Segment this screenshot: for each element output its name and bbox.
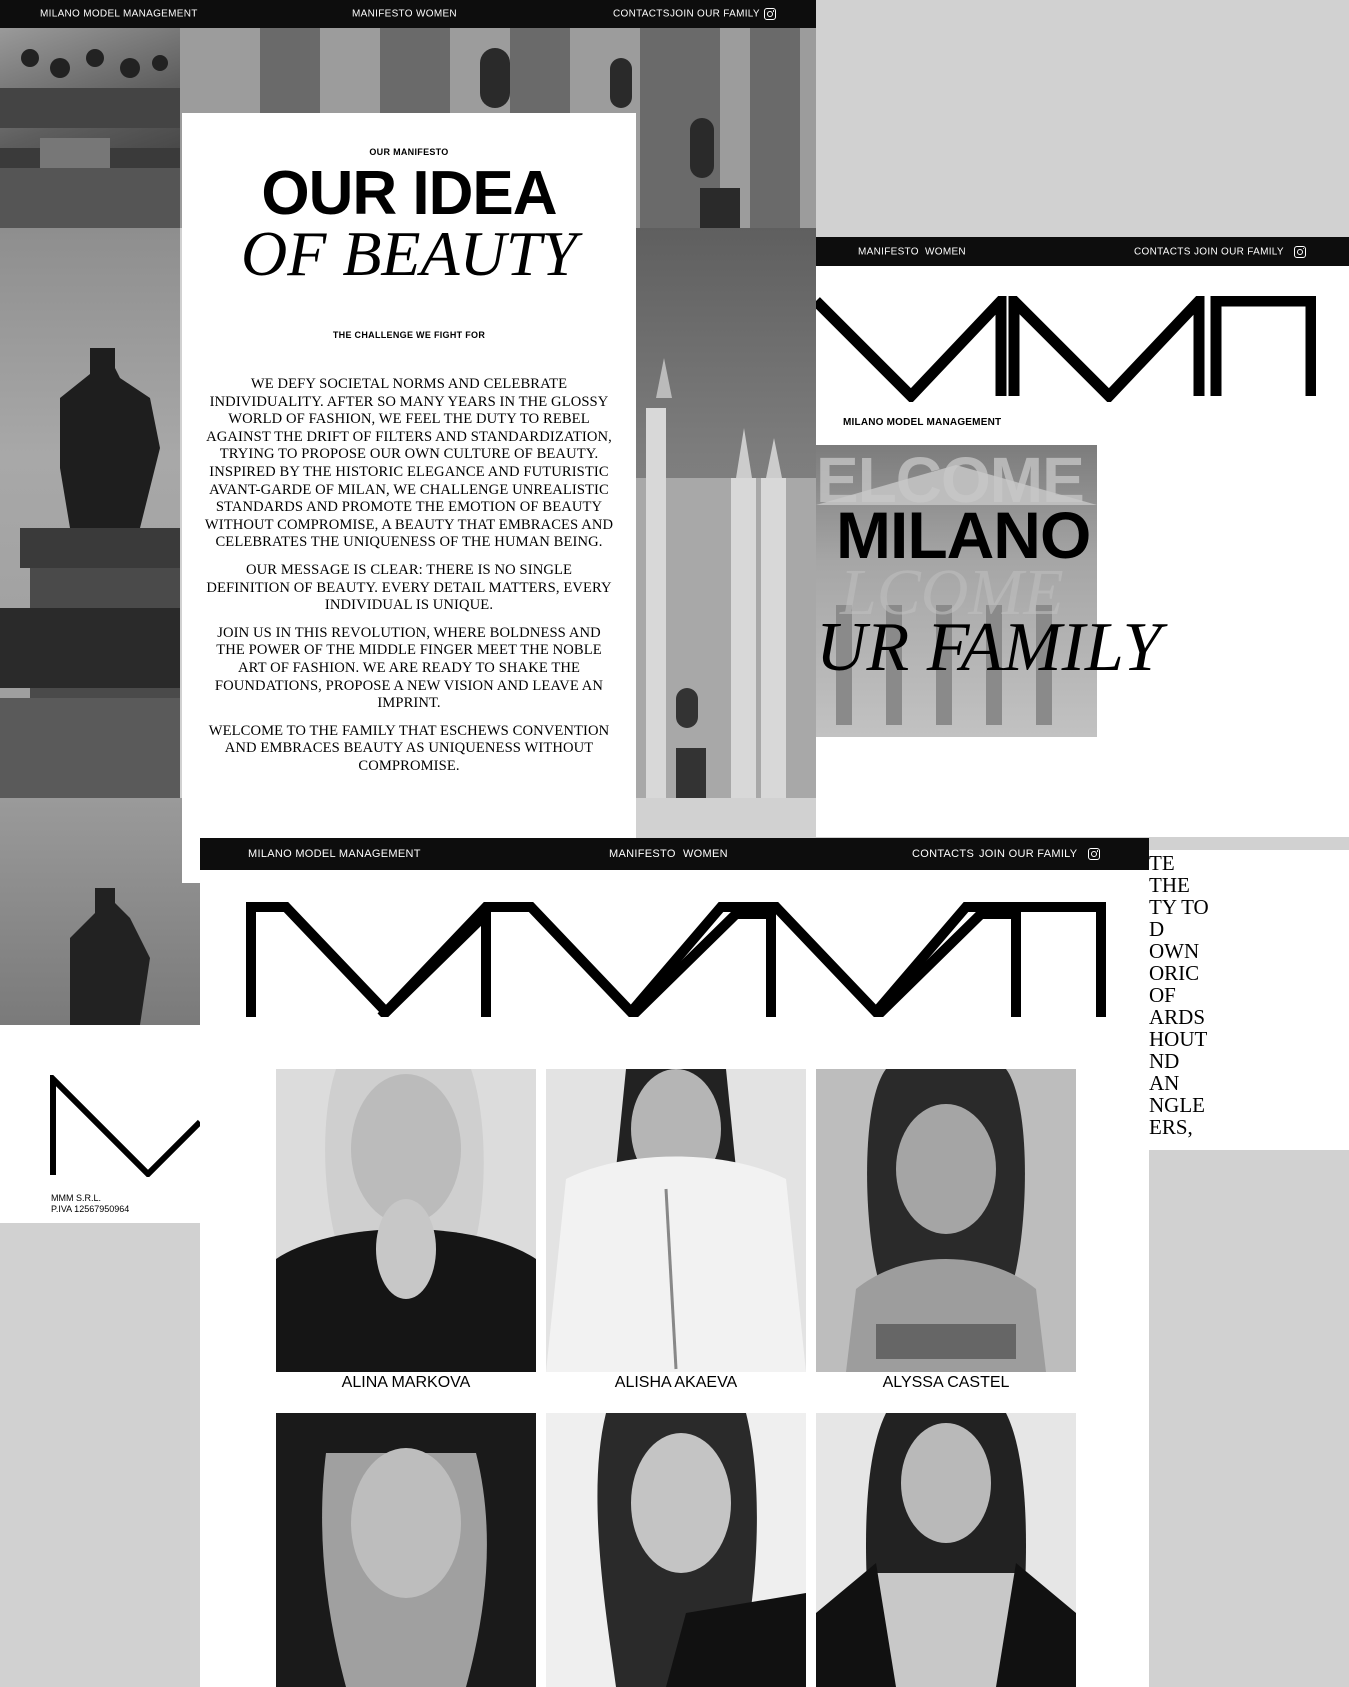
peek-line: TY TO	[1149, 895, 1209, 919]
manifesto-subtitle: THE CHALLENGE WE FIGHT FOR	[332, 330, 486, 340]
mmm-logo-large	[816, 296, 1316, 402]
model-photo[interactable]	[276, 1069, 536, 1372]
model-name[interactable]: ALINA MARKOVA	[341, 1374, 471, 1391]
horse-statue-photo	[0, 228, 180, 798]
peek-line: OWN	[1149, 939, 1200, 963]
mmm-logo-footer	[50, 1075, 200, 1177]
nav-contacts-link[interactable]: CONTACTS	[1134, 246, 1191, 257]
model-photo[interactable]	[546, 1069, 806, 1372]
manifesto-title-line1: OUR IDEA	[261, 159, 557, 228]
footer-vat: P.IVA 12567950964	[51, 1204, 130, 1214]
peek-line: D	[1149, 917, 1165, 941]
peek-line: NGLE	[1149, 1093, 1205, 1117]
nav-join-link[interactable]: JOIN OUR FAMILY	[979, 848, 1078, 860]
peek-line: ERS,	[1149, 1115, 1193, 1139]
nav-women-link[interactable]: WOMEN	[416, 8, 457, 20]
instagram-icon[interactable]	[764, 8, 776, 20]
nav-brand-link[interactable]: MILANO MODEL MANAGEMENT	[40, 8, 198, 20]
model-name[interactable]: ALYSSA CASTEL	[882, 1374, 1010, 1391]
nav-contacts-link[interactable]: CONTACTS	[912, 848, 975, 860]
milano-heading: MILANO	[836, 498, 1091, 572]
family-heading: UR FAMILY	[816, 609, 1162, 686]
manifesto-card	[182, 113, 636, 883]
top-navbar	[0, 0, 816, 28]
peek-text-lines	[1149, 852, 1209, 1138]
peek-line: TE	[1149, 851, 1175, 875]
peek-line: ORIC	[1149, 961, 1200, 985]
manifesto-eyebrow: OUR MANIFESTO	[369, 147, 449, 157]
peek-line: AN	[1149, 1071, 1180, 1095]
manifesto-paragraph-2: OUR MESSAGE IS CLEAR: THERE IS NO SINGLE DEFINITION OF BEAUTY. EVERY DETAIL MATTERS, EVERY INDIVIDUAL IS UNIQUE.	[206, 561, 612, 614]
nav-contacts-link[interactable]: CONTACTS	[613, 8, 670, 20]
nav-brand-link[interactable]: MILANO MODEL MANAGEMENT	[248, 848, 421, 860]
instagram-icon[interactable]	[1294, 246, 1306, 258]
manifesto-title-line2: OF BEAUTY	[241, 218, 577, 289]
manifesto-paragraph-3: JOIN US IN THIS REVOLUTION, WHERE BOLDNESS AND THE POWER OF THE MIDDLE FINGER MEET THE NOBLE ART OF FASHION. WE ARE READY TO SHAKE THE FOUNDATIONS, PROPOSE A NEW VISION AND LEAVE AN IMPRINT.	[214, 624, 604, 712]
model-photo[interactable]	[546, 1413, 806, 1687]
model-photo[interactable]	[816, 1413, 1076, 1687]
welcome-ghost-text-2: LCOME	[840, 556, 1064, 629]
manifesto-paragraph-1: WE DEFY SOCIETAL NORMS AND CELEBRATE INDIVIDUALITY. AFTER SO MANY YEARS IN THE GLOSSY WORLD OF FASHION, WE FEEL THE DUTY TO REBEL AGAINST THE DRIFT OF FILTERS AND STANDARDIZATION, TRYING TO PROPOSE OUR OWN CULTURE OF BEAUTY. INSPIRED BY THE HISTORIC ELEGANCE AND FUTURISTIC AVANT-GARDE OF MILAN, WE CHALLENGE UNREALISTIC STANDARDS AND PROMOTE THE EMOTION OF BEAUTY WITHOUT COMPROMISE, A BEAUTY THAT EMBRACES AND CELEBRATES THE UNIQUENESS OF THE HUMAN BEING.	[204, 376, 614, 551]
nav-manifesto-link[interactable]: MANIFESTO	[609, 848, 676, 860]
nav-join-link[interactable]: JOIN OUR FAMILY	[670, 8, 760, 20]
instagram-icon[interactable]	[1088, 848, 1100, 860]
duomo-photo-right	[636, 228, 816, 798]
nav-join-link[interactable]: JOIN OUR FAMILY	[1194, 246, 1284, 257]
peek-line: ARDS	[1149, 1005, 1206, 1029]
statue-photo-top	[0, 28, 180, 228]
horse-statue-photo-lower	[0, 798, 200, 1025]
nav-women-link[interactable]: WOMEN	[683, 848, 728, 860]
peek-line: HOUT	[1149, 1027, 1208, 1051]
women-navbar	[200, 838, 1149, 870]
home-brand-label: MILANO MODEL MANAGEMENT	[843, 417, 1002, 428]
welcome-ghost-text: ELCOME	[816, 444, 1084, 516]
home-navbar	[816, 237, 1349, 266]
footer-company: MMM S.R.L.	[51, 1193, 102, 1203]
model-photo[interactable]	[276, 1413, 536, 1687]
mmm-logo-women	[246, 902, 1106, 1017]
nav-women-link[interactable]: WOMEN	[925, 246, 966, 257]
nav-manifesto-link[interactable]: MANIFESTO	[858, 246, 919, 257]
manifesto-paragraph-4: WELCOME TO THE FAMILY THAT ESCHEWS CONVENTION AND EMBRACES BEAUTY AS UNIQUENESS WITHOUT COMPROMISE.	[208, 722, 610, 774]
model-photo[interactable]	[816, 1069, 1076, 1372]
nav-manifesto-link[interactable]: MANIFESTO	[352, 8, 413, 20]
peek-line: THE	[1149, 873, 1190, 897]
peek-line: OF	[1149, 983, 1176, 1007]
peek-line: ND	[1149, 1049, 1180, 1073]
model-name[interactable]: ALISHA AKAEVA	[614, 1374, 738, 1391]
manifesto-body	[204, 376, 614, 785]
